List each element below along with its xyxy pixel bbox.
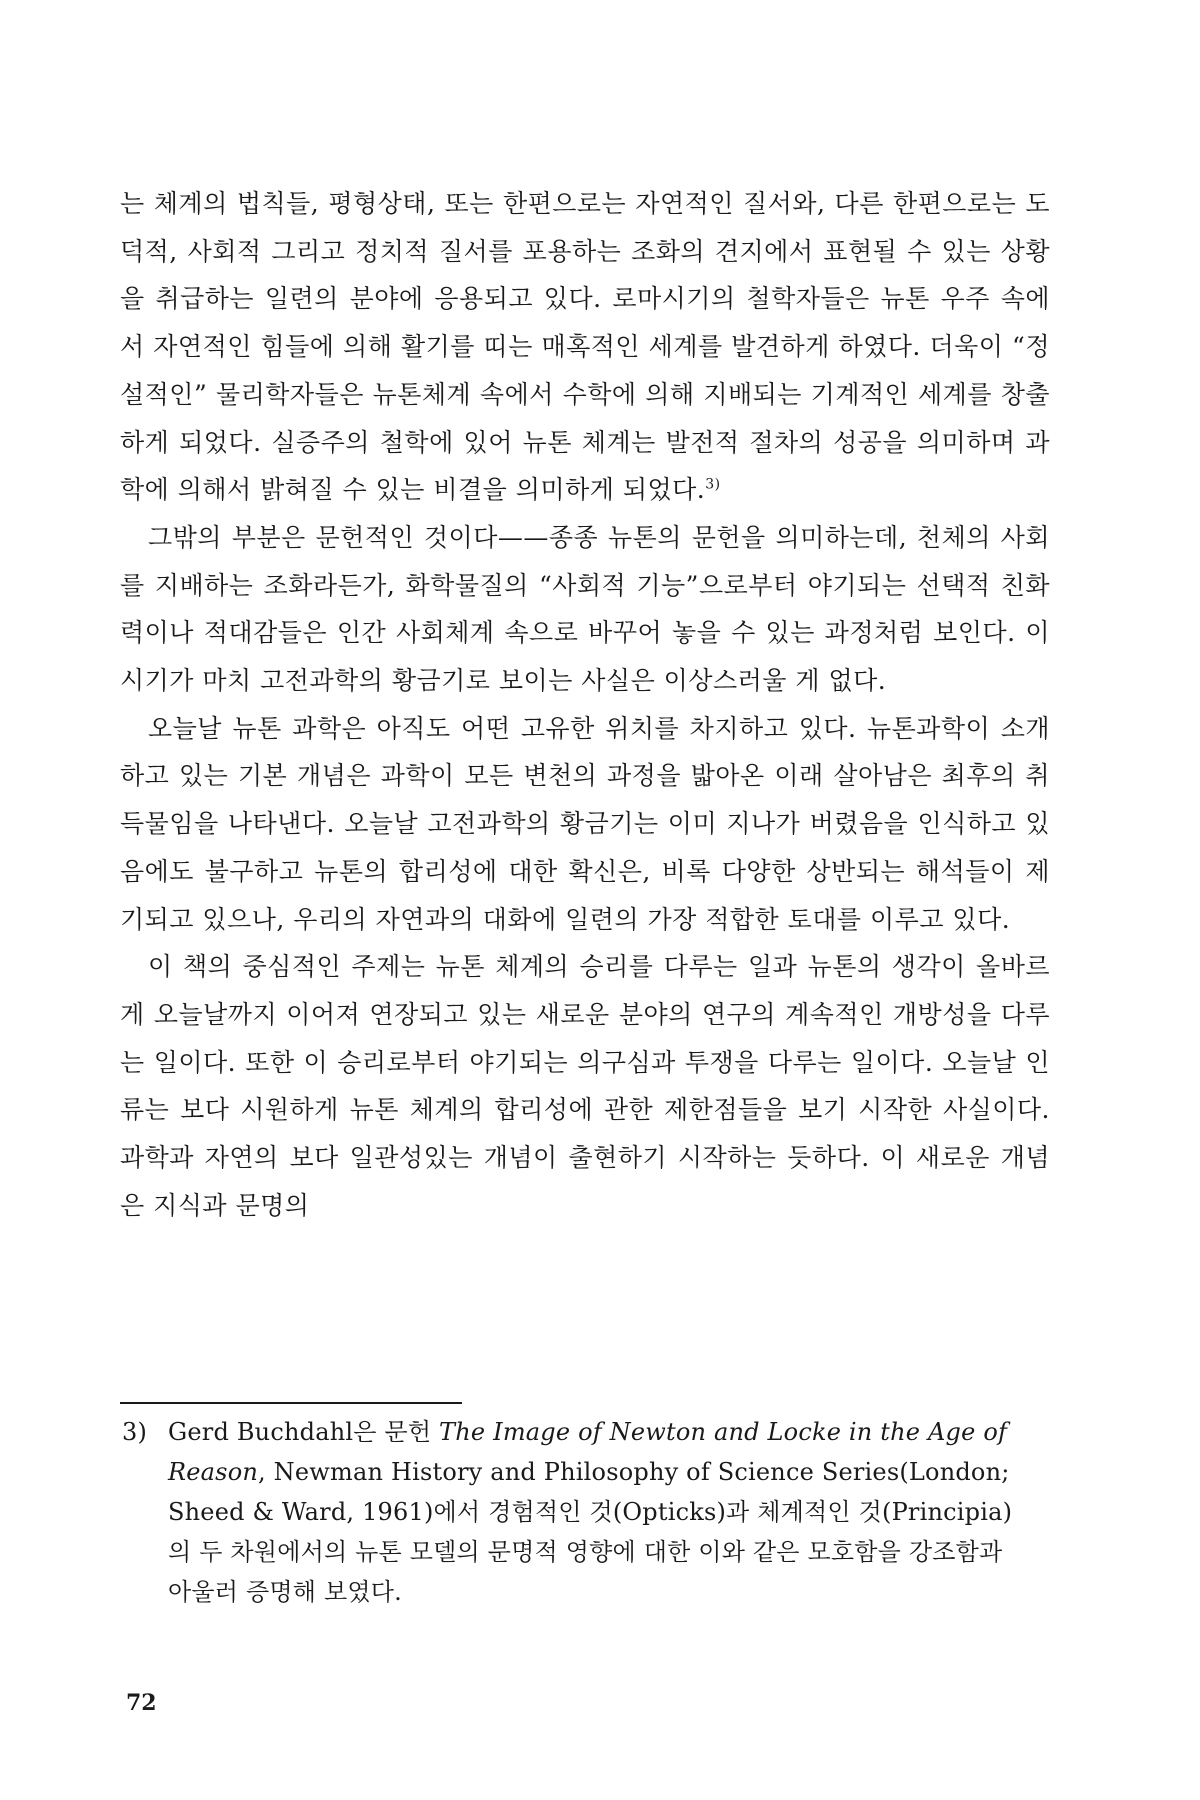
footnote-title-part-1: The Image of Newton and Locke in the Age of [439, 1418, 1008, 1446]
footnote-author: Gerd Buchdahl은 문헌 [168, 1418, 440, 1446]
footnote-body [168, 1412, 1052, 1612]
footnote-line-5: 아울러 증명해 보였다. [168, 1578, 402, 1606]
page-number: 72 [126, 1690, 157, 1716]
footnote-line-4: 의 두 차원에서의 뉴톤 모델의 문명적 영향에 대한 이와 같은 모호함을 강조함과 [168, 1538, 1003, 1566]
paragraph-3: 오늘날 뉴톤 과학은 아직도 어떤 고유한 위치를 차지하고 있다. 뉴톤과학이 소개하고 있는 기본 개념은 과학이 모든 변천의 과정을 밟아온 이래 살아남은 최후의 취득물임을 나타낸다. 오늘날 고전과학의 황금기는 이미 지나가 버렸음을 인식하고 있음에도 불구하고 뉴톤의 합리성에 대한 확신은, 비록 다양한 상반되는 해석들이 제기되고 있으나, 우리의 자연과의 대화에 일련의 가장 적합한 토대를 이루고 있다. [120, 713, 1050, 934]
footnote-line-1 [168, 1412, 1052, 1452]
footnote-publisher: , Newman History and Philosophy of Science Series(London; [258, 1458, 1010, 1486]
footnote-divider [120, 1402, 462, 1404]
footnote-ref: 3) [705, 476, 721, 493]
footnote [122, 1412, 1052, 1612]
body-text [120, 180, 1050, 1229]
paragraph-1-text: 는 체계의 법칙들, 평형상태, 또는 한편으로는 자연적인 질서와, 다른 한편으로는 도덕적, 사회적 그리고 정치적 질서를 포용하는 조화의 견지에서 표현될 수 있는 상황을 취급하는 일련의 분야에 응용되고 있다. 로마시기의 철학자들은 뉴톤 우주 속에서 자연적인 힘들에 의해 활기를 띠는 매혹적인 세계를 발견하게 하였다. 더욱이 “정설적인” 물리학자들은 뉴톤체계 속에서 수학에 의해 지배되는 기계적인 세계를 창출하게 되었다. 실증주의 철학에 있어 뉴톤 체계는 발전적 절차의 성공을 의미하며 과학에 의해서 밝혀질 수 있는 비결을 의미하게 되었다. [120, 189, 1050, 505]
paragraph-4: 이 책의 중심적인 주제는 뉴톤 체계의 승리를 다루는 일과 뉴톤의 생각이 올바르게 오늘날까지 이어져 연장되고 있는 새로운 분야의 연구의 계속적인 개방성을 다루는 일이다. 또한 이 승리로부터 야기되는 의구심과 투쟁을 다루는 일이다. 오늘날 인류는 보다 시원하게 뉴톤 체계의 합리성에 관한 제한점들을 보기 시작한 사실이다. 과학과 자연의 보다 일관성있는 개념이 출현하기 시작하는 듯하다. 이 새로운 개념은 지식과 문명의 [120, 952, 1050, 1220]
footnote-title-part-2: Reason [168, 1458, 259, 1486]
footnote-line-2 [168, 1452, 1052, 1492]
paragraph-1 [120, 180, 1050, 514]
footnote-line-3: Sheed & Ward, 1961)에서 경험적인 것(Opticks)과 체계적인 것(Principia) [168, 1498, 1013, 1526]
footnote-number: 3) [122, 1418, 148, 1446]
paragraph-2: 그밖의 부분은 문헌적인 것이다——종종 뉴톤의 문헌을 의미하는데, 천체의 사회를 지배하는 조화라든가, 화학물질의 “사회적 기능”으로부터 야기되는 선택적 친화력이나 적대감들은 인간 사회체계 속으로 바꾸어 놓을 수 있는 과정처럼 보인다. 이 시기가 마치 고전과학의 황금기로 보이는 사실은 이상스러울 게 없다. [120, 522, 1050, 696]
